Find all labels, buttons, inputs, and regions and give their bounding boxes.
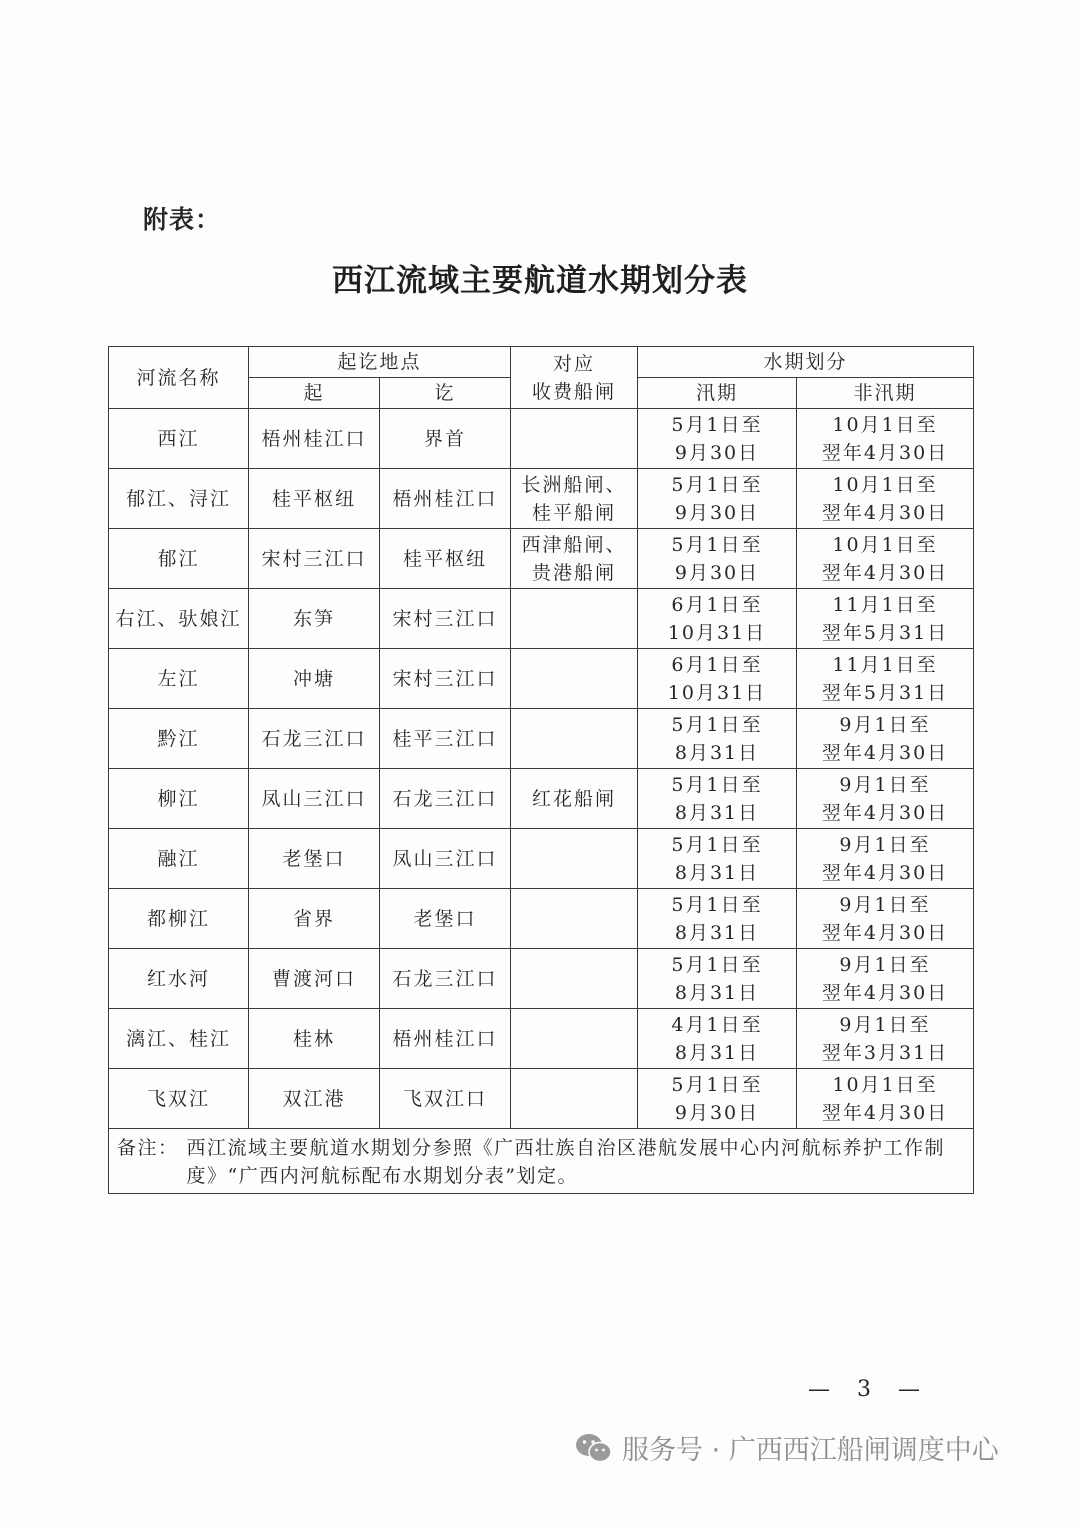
- flood-period-cell: 4月1日至 8月31日: [638, 1009, 797, 1069]
- end-point-cell: 宋村三江口: [380, 589, 511, 649]
- toll-lock-cell: [511, 709, 638, 769]
- table-row: [109, 589, 974, 649]
- table-row: [109, 409, 974, 469]
- table-row: [109, 889, 974, 949]
- table-row: [109, 829, 974, 889]
- end-point-cell: 桂平三江口: [380, 709, 511, 769]
- flood-period-cell: 5月1日至 8月31日: [638, 949, 797, 1009]
- toll-lock-cell: [511, 1009, 638, 1069]
- table-title: 西江流域主要航道水期划分表: [332, 263, 748, 299]
- nonflood-period-cell: 10月1日至 翌年4月30日: [797, 469, 974, 529]
- end-point-cell: 梧州桂江口: [380, 469, 511, 529]
- flood-period-cell: 5月1日至 8月31日: [638, 829, 797, 889]
- river-name-cell: 融江: [109, 829, 249, 889]
- header-nonflood: 非汛期: [797, 378, 974, 409]
- table-row: [109, 709, 974, 769]
- start-point-cell: 省界: [249, 889, 380, 949]
- flood-period-cell: 5月1日至 9月30日: [638, 529, 797, 589]
- header-flood: 汛期: [638, 378, 797, 409]
- wechat-icon: [574, 1432, 614, 1464]
- nonflood-period-cell: 11月1日至 翌年5月31日: [797, 589, 974, 649]
- table-row: [109, 1009, 974, 1069]
- nonflood-period-cell: 9月1日至 翌年4月30日: [797, 889, 974, 949]
- start-point-cell: 曹渡河口: [249, 949, 380, 1009]
- start-point-cell: 凤山三江口: [249, 769, 380, 829]
- nonflood-period-cell: 10月1日至 翌年4月30日: [797, 529, 974, 589]
- flood-period-cell: 5月1日至 8月31日: [638, 889, 797, 949]
- water-period-table: [108, 346, 974, 1194]
- end-point-cell: 石龙三江口: [380, 769, 511, 829]
- toll-lock-cell: [511, 649, 638, 709]
- attachment-label: 附表：: [143, 205, 222, 234]
- toll-lock-cell: [511, 949, 638, 1009]
- end-point-cell: 飞双江口: [380, 1069, 511, 1129]
- nonflood-period-cell: 9月1日至 翌年4月30日: [797, 769, 974, 829]
- table-row: [109, 949, 974, 1009]
- toll-lock-cell: 红花船闸: [511, 769, 638, 829]
- river-name-cell: 柳江: [109, 769, 249, 829]
- note-text: 西江流域主要航道水期划分参照《广西壮族自治区港航发展中心内河航标养护工作制度》“广西内河航标配布水期划分表”划定。: [186, 1137, 946, 1187]
- table-row: [109, 649, 974, 709]
- river-name-cell: 飞双江: [109, 1069, 249, 1129]
- header-period: 水期划分: [638, 347, 974, 378]
- watermark-text: 服务号 · 广西西江船闸调度中心: [622, 1435, 999, 1466]
- end-point-cell: 宋村三江口: [380, 649, 511, 709]
- end-point-cell: 老堡口: [380, 889, 511, 949]
- river-name-cell: 黔江: [109, 709, 249, 769]
- river-name-cell: 红水河: [109, 949, 249, 1009]
- river-name-cell: 都柳江: [109, 889, 249, 949]
- toll-lock-cell: [511, 589, 638, 649]
- flood-period-cell: 5月1日至 8月31日: [638, 709, 797, 769]
- start-point-cell: 宋村三江口: [249, 529, 380, 589]
- header-river: 河流名称: [109, 347, 249, 409]
- river-name-cell: 右江、驮娘江: [109, 589, 249, 649]
- start-point-cell: 石龙三江口: [249, 709, 380, 769]
- start-point-cell: 桂平枢纽: [249, 469, 380, 529]
- page-number: — 3 —: [808, 1377, 930, 1402]
- toll-lock-cell: [511, 409, 638, 469]
- toll-lock-cell: [511, 889, 638, 949]
- toll-lock-cell: 西津船闸、 贵港船闸: [511, 529, 638, 589]
- toll-lock-cell: 长洲船闸、 桂平船闸: [511, 469, 638, 529]
- nonflood-period-cell: 9月1日至 翌年4月30日: [797, 949, 974, 1009]
- end-point-cell: 桂平枢纽: [380, 529, 511, 589]
- header-range: 起讫地点: [249, 347, 511, 378]
- table-row: [109, 769, 974, 829]
- header-start: 起: [249, 378, 380, 409]
- nonflood-period-cell: 10月1日至 翌年4月30日: [797, 1069, 974, 1129]
- flood-period-cell: 6月1日至 10月31日: [638, 649, 797, 709]
- start-point-cell: 桂林: [249, 1009, 380, 1069]
- start-point-cell: 冲塘: [249, 649, 380, 709]
- end-point-cell: 石龙三江口: [380, 949, 511, 1009]
- end-point-cell: 界首: [380, 409, 511, 469]
- end-point-cell: 凤山三江口: [380, 829, 511, 889]
- toll-lock-cell: [511, 829, 638, 889]
- start-point-cell: 双江港: [249, 1069, 380, 1129]
- table-row: [109, 529, 974, 589]
- header-lock: 对应 收费船闸: [511, 347, 638, 409]
- flood-period-cell: 5月1日至 9月30日: [638, 1069, 797, 1129]
- flood-period-cell: 6月1日至 10月31日: [638, 589, 797, 649]
- nonflood-period-cell: 9月1日至 翌年4月30日: [797, 709, 974, 769]
- start-point-cell: 东笋: [249, 589, 380, 649]
- flood-period-cell: 5月1日至 9月30日: [638, 469, 797, 529]
- table-row: [109, 1069, 974, 1129]
- watermark: [574, 1428, 999, 1467]
- start-point-cell: 梧州桂江口: [249, 409, 380, 469]
- nonflood-period-cell: 11月1日至 翌年5月31日: [797, 649, 974, 709]
- river-name-cell: 郁江: [109, 529, 249, 589]
- nonflood-period-cell: 9月1日至 翌年3月31日: [797, 1009, 974, 1069]
- header-end: 讫: [380, 378, 511, 409]
- river-name-cell: 漓江、桂江: [109, 1009, 249, 1069]
- nonflood-period-cell: 9月1日至 翌年4月30日: [797, 829, 974, 889]
- flood-period-cell: 5月1日至 9月30日: [638, 409, 797, 469]
- river-name-cell: 郁江、浔江: [109, 469, 249, 529]
- table-row: [109, 469, 974, 529]
- toll-lock-cell: [511, 1069, 638, 1129]
- nonflood-period-cell: 10月1日至 翌年4月30日: [797, 409, 974, 469]
- table-note: [109, 1129, 974, 1194]
- note-label: 备注：: [117, 1137, 179, 1159]
- flood-period-cell: 5月1日至 8月31日: [638, 769, 797, 829]
- river-name-cell: 左江: [109, 649, 249, 709]
- end-point-cell: 梧州桂江口: [380, 1009, 511, 1069]
- river-name-cell: 西江: [109, 409, 249, 469]
- start-point-cell: 老堡口: [249, 829, 380, 889]
